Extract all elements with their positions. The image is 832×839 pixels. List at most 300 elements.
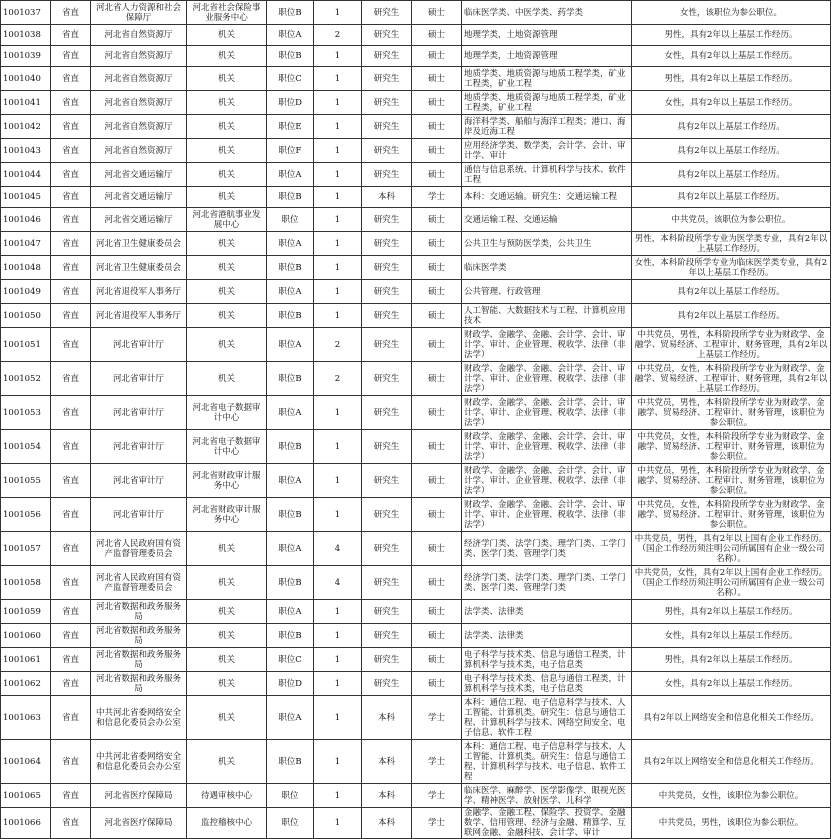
degree-cell: 硕士	[412, 1, 462, 25]
table-row	[1, 624, 831, 648]
position-code-cell: 1001046	[1, 208, 51, 232]
unit-cell: 机关	[187, 696, 267, 740]
table-row	[1, 430, 831, 464]
position-name-cell: 职位	[267, 784, 314, 808]
unit-cell: 机关	[187, 163, 267, 187]
requirements-cell: 具有2年以上基层工作经历。	[632, 139, 831, 163]
recruit-count-cell: 1	[314, 256, 362, 280]
table-row	[1, 396, 831, 430]
degree-cell: 硕士	[412, 648, 462, 672]
position-code-cell: 1001061	[1, 648, 51, 672]
education-cell: 研究生	[362, 232, 412, 256]
position-code-cell: 1001065	[1, 784, 51, 808]
major-cell: 电子科学与技术类、信息与通信工程类，计算机科学与技术类，电子信息类	[462, 672, 632, 696]
position-name-cell: 职位A	[267, 280, 314, 304]
table-row	[1, 740, 831, 784]
unit-cell: 机关	[187, 256, 267, 280]
department-cell: 河北省审计厅	[91, 464, 187, 498]
positions-table-body	[1, 1, 831, 839]
unit-cell: 机关	[187, 566, 267, 600]
recruit-count-cell: 1	[314, 464, 362, 498]
major-cell: 经济学门类、法学门类、理学门类、工学门类、医学门类、管理学门类	[462, 532, 632, 566]
requirements-cell: 具有2年以上基层工作经历。	[632, 304, 831, 328]
unit-cell: 监控稽核中心	[187, 808, 267, 839]
level-cell: 省直	[51, 498, 91, 532]
requirements-cell: 中共党员，女性，该职位为参公职位。	[632, 784, 831, 808]
major-cell: 地质学类、地质资源与地质工程学类，矿业工程类，矿业工程	[462, 67, 632, 91]
department-cell: 河北省卫生健康委员会	[91, 232, 187, 256]
requirements-cell: 中共党员，女性，本科阶段所学专业为财政学、金融学、贸易经济、工程审计、财务管理，该职位为参公职位。	[632, 498, 831, 532]
degree-cell: 学士	[412, 696, 462, 740]
degree-cell: 硕士	[412, 280, 462, 304]
table-row	[1, 532, 831, 566]
education-cell: 研究生	[362, 208, 412, 232]
position-code-cell: 1001050	[1, 304, 51, 328]
position-code-cell: 1001058	[1, 566, 51, 600]
table-row	[1, 498, 831, 532]
table-row	[1, 566, 831, 600]
recruit-count-cell: 4	[314, 566, 362, 600]
table-row	[1, 187, 831, 208]
level-cell: 省直	[51, 115, 91, 139]
unit-cell: 河北省社会保险事业服务中心	[187, 1, 267, 25]
position-code-cell: 1001066	[1, 808, 51, 839]
department-cell: 河北省数据和政务服务局	[91, 624, 187, 648]
major-cell: 地理学类，土地资源管理	[462, 25, 632, 46]
table-row	[1, 808, 831, 839]
requirements-cell: 男性，具有2年以上基层工作经历。	[632, 25, 831, 46]
position-code-cell: 1001043	[1, 139, 51, 163]
requirements-cell: 男性，具有2年以上基层工作经历。	[632, 600, 831, 624]
department-cell: 河北省审计厅	[91, 430, 187, 464]
unit-cell: 待遇审核中心	[187, 784, 267, 808]
major-cell: 公共卫生与预防医学类，公共卫生	[462, 232, 632, 256]
requirements-cell: 中共党员，男性，本科阶段所学专业为财政学、金融学、贸易经济、工程审计、财务管理，该职位为参公职位。	[632, 464, 831, 498]
position-name-cell: 职位B	[267, 1, 314, 25]
position-name-cell: 职位A	[267, 464, 314, 498]
requirements-cell: 女性，具有2年以上基层工作经历。	[632, 624, 831, 648]
position-name-cell: 职位A	[267, 232, 314, 256]
position-code-cell: 1001038	[1, 25, 51, 46]
position-name-cell: 职位F	[267, 139, 314, 163]
requirements-cell: 女性，具有2年以上基层工作经历。	[632, 672, 831, 696]
position-code-cell: 1001039	[1, 46, 51, 67]
education-cell: 研究生	[362, 25, 412, 46]
education-cell: 研究生	[362, 280, 412, 304]
department-cell: 河北省人力资源和社会保障厅	[91, 1, 187, 25]
department-cell: 河北省交通运输厅	[91, 187, 187, 208]
level-cell: 省直	[51, 67, 91, 91]
table-row	[1, 464, 831, 498]
department-cell: 河北省审计厅	[91, 498, 187, 532]
degree-cell: 硕士	[412, 672, 462, 696]
table-row	[1, 163, 831, 187]
unit-cell: 机关	[187, 280, 267, 304]
education-cell: 本科	[362, 696, 412, 740]
table-row	[1, 304, 831, 328]
department-cell: 河北省数据和政务服务局	[91, 648, 187, 672]
major-cell: 人工智能、大数据技术与工程、计算机应用技术	[462, 304, 632, 328]
recruit-count-cell: 1	[314, 430, 362, 464]
department-cell: 河北省审计厅	[91, 362, 187, 396]
department-cell: 河北省退役军人事务厅	[91, 280, 187, 304]
department-cell: 河北省审计厅	[91, 328, 187, 362]
degree-cell: 硕士	[412, 139, 462, 163]
department-cell: 河北省人民政府国有资产监督管理委员会	[91, 566, 187, 600]
degree-cell: 学士	[412, 784, 462, 808]
unit-cell: 河北省财政审计服务中心	[187, 464, 267, 498]
requirements-cell: 中共党员，男性，本科阶段所学专业为财政学、金融学、贸易经济、工程审计、财务管理，具有2年以上基层工作经历。	[632, 328, 831, 362]
table-row	[1, 232, 831, 256]
position-name-cell: 职位A	[267, 696, 314, 740]
level-cell: 省直	[51, 46, 91, 67]
unit-cell: 机关	[187, 46, 267, 67]
position-code-cell: 1001053	[1, 396, 51, 430]
requirements-cell: 男性，具有2年以上基层工作经历。	[632, 648, 831, 672]
department-cell: 中共河北省委网络安全和信息化委员会办公室	[91, 696, 187, 740]
education-cell: 研究生	[362, 163, 412, 187]
table-row	[1, 115, 831, 139]
unit-cell: 机关	[187, 91, 267, 115]
education-cell: 研究生	[362, 256, 412, 280]
level-cell: 省直	[51, 163, 91, 187]
requirements-cell: 女性，具有2年以上基层工作经历。	[632, 91, 831, 115]
degree-cell: 硕士	[412, 362, 462, 396]
degree-cell: 硕士	[412, 464, 462, 498]
recruit-count-cell: 1	[314, 672, 362, 696]
requirements-cell: 中共党员，男性，具有2年以上国有企业工作经历。（国企工作经历须注明公司所属国有企业一级公司名称）。	[632, 532, 831, 566]
position-code-cell: 1001052	[1, 362, 51, 396]
position-name-cell: 职位A	[267, 328, 314, 362]
position-name-cell: 职位B	[267, 740, 314, 784]
position-name-cell: 职位A	[267, 396, 314, 430]
education-cell: 研究生	[362, 67, 412, 91]
education-cell: 研究生	[362, 328, 412, 362]
table-row	[1, 648, 831, 672]
table-row	[1, 600, 831, 624]
position-code-cell: 1001044	[1, 163, 51, 187]
level-cell: 省直	[51, 304, 91, 328]
position-code-cell: 1001037	[1, 1, 51, 25]
position-name-cell: 职位D	[267, 91, 314, 115]
education-cell: 研究生	[362, 362, 412, 396]
major-cell: 法学类、法律类	[462, 624, 632, 648]
level-cell: 省直	[51, 232, 91, 256]
position-name-cell: 职位D	[267, 672, 314, 696]
level-cell: 省直	[51, 696, 91, 740]
position-code-cell: 1001040	[1, 67, 51, 91]
level-cell: 省直	[51, 464, 91, 498]
table-row	[1, 328, 831, 362]
table-row	[1, 25, 831, 46]
degree-cell: 硕士	[412, 600, 462, 624]
level-cell: 省直	[51, 740, 91, 784]
unit-cell: 机关	[187, 672, 267, 696]
degree-cell: 硕士	[412, 232, 462, 256]
position-name-cell: 职位B	[267, 187, 314, 208]
level-cell: 省直	[51, 808, 91, 839]
unit-cell: 机关	[187, 67, 267, 91]
requirements-cell: 具有2年以上基层工作经历。	[632, 163, 831, 187]
recruit-count-cell: 1	[314, 115, 362, 139]
degree-cell: 学士	[412, 808, 462, 839]
degree-cell: 硕士	[412, 25, 462, 46]
requirements-cell: 具有2年以上网络安全和信息化相关工作经历。	[632, 696, 831, 740]
position-code-cell: 1001049	[1, 280, 51, 304]
education-cell: 研究生	[362, 532, 412, 566]
requirements-cell: 男性，本科阶段所学专业为医学类专业，具有2年以上基层工作经历。	[632, 232, 831, 256]
department-cell: 河北省自然资源厅	[91, 25, 187, 46]
recruit-count-cell: 1	[314, 280, 362, 304]
requirements-cell: 具有2年以上网络安全和信息化相关工作经历。	[632, 740, 831, 784]
unit-cell: 机关	[187, 115, 267, 139]
unit-cell: 机关	[187, 362, 267, 396]
level-cell: 省直	[51, 648, 91, 672]
major-cell: 财政学、金融学、金融、会计学、会计、审计学、审计、企业管理、税收学、法律（非法学）	[462, 464, 632, 498]
position-code-cell: 1001047	[1, 232, 51, 256]
table-row	[1, 46, 831, 67]
degree-cell: 硕士	[412, 430, 462, 464]
education-cell: 研究生	[362, 1, 412, 25]
recruit-count-cell: 1	[314, 46, 362, 67]
position-name-cell: 职位E	[267, 115, 314, 139]
major-cell: 财政学、金融学、金融、会计学、会计、审计学、审计、企业管理、税收学、法律（非法学）	[462, 396, 632, 430]
position-name-cell: 职位B	[267, 304, 314, 328]
position-name-cell: 职位A	[267, 600, 314, 624]
department-cell: 河北省交通运输厅	[91, 163, 187, 187]
level-cell: 省直	[51, 208, 91, 232]
level-cell: 省直	[51, 396, 91, 430]
position-name-cell: 职位B	[267, 362, 314, 396]
level-cell: 省直	[51, 1, 91, 25]
requirements-cell: 中共党员，该职位为参公职位。	[632, 208, 831, 232]
degree-cell: 硕士	[412, 328, 462, 362]
major-cell: 临床医学、麻醉学、医学影像学、眼视光医学、精神医学、放射医学、儿科学	[462, 784, 632, 808]
level-cell: 省直	[51, 430, 91, 464]
level-cell: 省直	[51, 91, 91, 115]
recruit-count-cell: 1	[314, 696, 362, 740]
major-cell: 临床医学类	[462, 256, 632, 280]
education-cell: 研究生	[362, 464, 412, 498]
unit-cell: 机关	[187, 648, 267, 672]
major-cell: 财政学、金融学、金融、会计学、会计、审计学、审计、企业管理、税收学、法律（非法学）	[462, 430, 632, 464]
department-cell: 河北省退役军人事务厅	[91, 304, 187, 328]
position-code-cell: 1001051	[1, 328, 51, 362]
unit-cell: 机关	[187, 532, 267, 566]
department-cell: 河北省自然资源厅	[91, 115, 187, 139]
degree-cell: 硕士	[412, 208, 462, 232]
recruit-count-cell: 2	[314, 362, 362, 396]
department-cell: 河北省卫生健康委员会	[91, 256, 187, 280]
position-code-cell: 1001063	[1, 696, 51, 740]
degree-cell: 硕士	[412, 532, 462, 566]
education-cell: 本科	[362, 740, 412, 784]
position-code-cell: 1001042	[1, 115, 51, 139]
requirements-cell: 中共党员，女性，本科阶段所学专业为财政学、金融学、贸易经济、工程审计、财务管理，具有2年以上基层工作经历。	[632, 362, 831, 396]
position-name-cell: 职位	[267, 808, 314, 839]
education-cell: 研究生	[362, 139, 412, 163]
table-row	[1, 696, 831, 740]
position-code-cell: 1001062	[1, 672, 51, 696]
recruit-count-cell: 1	[314, 91, 362, 115]
requirements-cell: 男性，具有2年以上基层工作经历。	[632, 67, 831, 91]
unit-cell: 机关	[187, 740, 267, 784]
recruit-count-cell: 2	[314, 328, 362, 362]
recruit-count-cell: 4	[314, 532, 362, 566]
requirements-cell: 女性，该职位为参公职位。	[632, 1, 831, 25]
position-name-cell: 职位	[267, 208, 314, 232]
major-cell: 应用经济学类、数学类，会计学、会计、审计学、审计	[462, 139, 632, 163]
position-code-cell: 1001064	[1, 740, 51, 784]
major-cell: 本科：交通运输。研究生：交通运输工程	[462, 187, 632, 208]
position-name-cell: 职位B	[267, 430, 314, 464]
department-cell: 河北省自然资源厅	[91, 91, 187, 115]
position-code-cell: 1001056	[1, 498, 51, 532]
level-cell: 省直	[51, 280, 91, 304]
degree-cell: 硕士	[412, 67, 462, 91]
level-cell: 省直	[51, 600, 91, 624]
degree-cell: 硕士	[412, 498, 462, 532]
unit-cell: 机关	[187, 600, 267, 624]
recruit-count-cell: 1	[314, 600, 362, 624]
requirements-cell: 中共党员，男性，本科阶段所学专业为财政学、金融学、贸易经济、工程审计、财务管理，该职位为参公职位。	[632, 396, 831, 430]
position-name-cell: 职位B	[267, 256, 314, 280]
recruit-count-cell: 1	[314, 396, 362, 430]
major-cell: 地质学类、地质资源与地质工程学类，矿业工程类，矿业工程	[462, 91, 632, 115]
recruit-count-cell: 1	[314, 139, 362, 163]
recruit-count-cell: 1	[314, 808, 362, 839]
recruit-count-cell: 1	[314, 648, 362, 672]
education-cell: 本科	[362, 808, 412, 839]
level-cell: 省直	[51, 328, 91, 362]
unit-cell: 河北省电子数据审计中心	[187, 430, 267, 464]
education-cell: 研究生	[362, 648, 412, 672]
level-cell: 省直	[51, 362, 91, 396]
department-cell: 河北省自然资源厅	[91, 139, 187, 163]
education-cell: 研究生	[362, 624, 412, 648]
level-cell: 省直	[51, 624, 91, 648]
requirements-cell: 中共党员，男性，该职位为参公职位。	[632, 808, 831, 839]
major-cell: 本科：通信工程、电子信息科学与技术、人工智能、计算机类。研究生：信息与通信工程、计算机科学与技术、网络空间安全、电子信息、软件工程	[462, 696, 632, 740]
recruit-count-cell: 1	[314, 67, 362, 91]
major-cell: 金融学、金融工程、保险学、投资学、金融数学、信用管理、经济与金融、精算学、互联网金融、金融科技、会计学、审计	[462, 808, 632, 839]
recruit-count-cell: 1	[314, 304, 362, 328]
major-cell: 海洋科学类、船舶与海洋工程类；港口、海岸及近海工程	[462, 115, 632, 139]
position-name-cell: 职位A	[267, 532, 314, 566]
department-cell: 河北省自然资源厅	[91, 67, 187, 91]
department-cell: 河北省医疗保障局	[91, 784, 187, 808]
requirements-cell: 女性，本科阶段所学专业为临床医学类专业，具有2年以上基层工作经历。	[632, 256, 831, 280]
unit-cell: 机关	[187, 139, 267, 163]
major-cell: 财政学、金融学、金融、会计学、会计、审计学、审计、企业管理、税收学、法律（非法学）	[462, 362, 632, 396]
recruit-count-cell: 1	[314, 208, 362, 232]
position-code-cell: 1001041	[1, 91, 51, 115]
position-name-cell: 职位B	[267, 498, 314, 532]
major-cell: 临床医学类、中医学类、药学类	[462, 1, 632, 25]
education-cell: 研究生	[362, 430, 412, 464]
recruit-count-cell: 1	[314, 232, 362, 256]
department-cell: 河北省医疗保障局	[91, 808, 187, 839]
degree-cell: 硕士	[412, 256, 462, 280]
table-row	[1, 672, 831, 696]
education-cell: 研究生	[362, 304, 412, 328]
major-cell: 本科：通信工程、电子信息科学与技术、人工智能、计算机类。研究生：信息与通信工程、计算机科学与技术、电子信息、软件工程	[462, 740, 632, 784]
table-row	[1, 91, 831, 115]
unit-cell: 河北省电子数据审计中心	[187, 396, 267, 430]
degree-cell: 学士	[412, 740, 462, 784]
unit-cell: 机关	[187, 304, 267, 328]
level-cell: 省直	[51, 256, 91, 280]
major-cell: 财政学、金融学、金融、会计学、会计、审计学、审计、企业管理、税收学、法律（非法学）	[462, 498, 632, 532]
department-cell: 河北省人民政府国有资产监督管理委员会	[91, 532, 187, 566]
major-cell: 经济学门类、法学门类、理学门类、工学门类、医学门类、管理学门类	[462, 566, 632, 600]
education-cell: 研究生	[362, 396, 412, 430]
requirements-cell: 中共党员，女性，具有2年以上国有企业工作经历。（国企工作经历须注明公司所属国有企业一级公司名称）。	[632, 566, 831, 600]
position-code-cell: 1001045	[1, 187, 51, 208]
recruit-count-cell: 1	[314, 187, 362, 208]
table-row	[1, 280, 831, 304]
unit-cell: 河北省财政审计服务中心	[187, 498, 267, 532]
education-cell: 研究生	[362, 600, 412, 624]
major-cell: 公共管理、行政管理	[462, 280, 632, 304]
degree-cell: 硕士	[412, 91, 462, 115]
recruit-count-cell: 1	[314, 498, 362, 532]
degree-cell: 硕士	[412, 566, 462, 600]
major-cell: 财政学、金融学、金融、会计学、会计、审计学、审计、企业管理、税收学、法律（非法学）	[462, 328, 632, 362]
position-code-cell: 1001055	[1, 464, 51, 498]
position-name-cell: 职位A	[267, 163, 314, 187]
position-name-cell: 职位B	[267, 624, 314, 648]
degree-cell: 硕士	[412, 163, 462, 187]
level-cell: 省直	[51, 25, 91, 46]
major-cell: 法学类、法律类	[462, 600, 632, 624]
position-code-cell: 1001059	[1, 600, 51, 624]
degree-cell: 硕士	[412, 396, 462, 430]
recruit-count-cell: 1	[314, 1, 362, 25]
position-name-cell: 职位A	[267, 25, 314, 46]
major-cell: 电子科学与技术类、信息与通信工程类，计算机科学与技术类，电子信息类	[462, 648, 632, 672]
unit-cell: 河北省港航事业发展中心	[187, 208, 267, 232]
department-cell: 河北省自然资源厅	[91, 46, 187, 67]
position-code-cell: 1001060	[1, 624, 51, 648]
recruit-count-cell: 1	[314, 624, 362, 648]
requirements-cell: 具有2年以上基层工作经历。	[632, 115, 831, 139]
level-cell: 省直	[51, 139, 91, 163]
table-row	[1, 139, 831, 163]
education-cell: 本科	[362, 187, 412, 208]
education-cell: 研究生	[362, 672, 412, 696]
level-cell: 省直	[51, 187, 91, 208]
education-cell: 研究生	[362, 566, 412, 600]
position-code-cell: 1001057	[1, 532, 51, 566]
level-cell: 省直	[51, 566, 91, 600]
education-cell: 研究生	[362, 498, 412, 532]
department-cell: 河北省审计厅	[91, 396, 187, 430]
requirements-cell: 女性，具有2年以上基层工作经历。	[632, 46, 831, 67]
table-row	[1, 1, 831, 25]
level-cell: 省直	[51, 672, 91, 696]
education-cell: 本科	[362, 784, 412, 808]
requirements-cell: 中共党员，女性，本科阶段所学专业为财政学、金融学、贸易经济、工程审计、财务管理，该职位为参公职位。	[632, 430, 831, 464]
table-row	[1, 784, 831, 808]
unit-cell: 机关	[187, 624, 267, 648]
table-row	[1, 362, 831, 396]
department-cell: 河北省交通运输厅	[91, 208, 187, 232]
recruit-count-cell: 1	[314, 740, 362, 784]
department-cell: 中共河北省委网络安全和信息化委员会办公室	[91, 740, 187, 784]
unit-cell: 机关	[187, 328, 267, 362]
position-name-cell: 职位C	[267, 67, 314, 91]
